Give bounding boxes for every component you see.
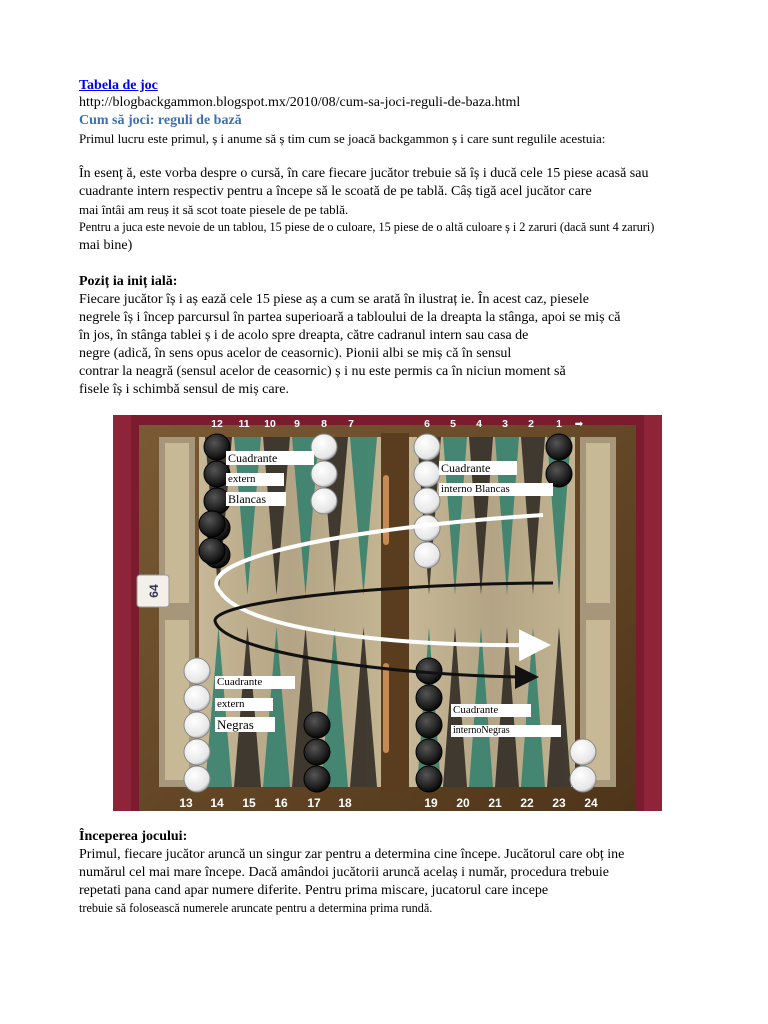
label-outer-white-3: Blancas bbox=[226, 492, 286, 506]
para1-line1: În esenț ă, este vorba despre o cursă, în care fiecare jucător trebuie să îș i ducă cele 15 piese acasă sau bbox=[79, 166, 649, 181]
point-number-top: 9 bbox=[294, 418, 300, 430]
para1-line4: Pentru a juca este nevoie de un tablou, 15 piese de o culoare, 15 piese de o altă culoare ș i 2 zaruri (dacă sunt 4 zaruri) bbox=[79, 220, 655, 234]
point-number-top: 2 bbox=[528, 418, 534, 430]
subtitle: Cum să joci: reguli de bază bbox=[79, 113, 242, 128]
label-outer-white-2: extern bbox=[226, 473, 284, 486]
board-drawing bbox=[113, 415, 662, 811]
point-number-top: 7 bbox=[348, 418, 354, 430]
section2-line4: trebuie să folosească numerele aruncate pentru a determina prima rundă. bbox=[79, 901, 433, 915]
label-inner-black-2: internoNegras bbox=[451, 725, 561, 737]
point-number-top: 3 bbox=[502, 418, 508, 430]
title-link[interactable]: Tabela de joc bbox=[79, 78, 158, 93]
point-number-bottom: 21 bbox=[488, 796, 502, 810]
section1-line5: contrar la neagră (sensul acelor de ceasornic) ș i nu este permis ca în niciun moment să bbox=[79, 364, 566, 379]
point-number-top: 12 bbox=[211, 418, 223, 430]
section1-line1: Fiecare jucător îș i aș ează cele 15 piese aș a cum se arată în ilustraț ie. În acest caz, piesele bbox=[79, 292, 589, 307]
point-number-top: 11 bbox=[238, 418, 250, 430]
label-inner-white-1: Cuadrante bbox=[439, 461, 517, 475]
point-number-bottom: 17 bbox=[307, 796, 321, 810]
checker-white bbox=[184, 712, 210, 738]
section1-line2: negrele îș i încep parcursul în partea superioară a tabloului de la dreapta la stânga, apoi se miș că bbox=[79, 310, 621, 325]
point-number-bottom: 13 bbox=[179, 796, 193, 810]
point-number-bottom: 23 bbox=[552, 796, 566, 810]
checker-white bbox=[311, 461, 337, 487]
checker-white bbox=[414, 488, 440, 514]
checker-black bbox=[416, 766, 442, 792]
point-number-top: 1 bbox=[556, 418, 562, 430]
point-number-bottom: 22 bbox=[520, 796, 534, 810]
checker-white bbox=[414, 461, 440, 487]
checker-white bbox=[311, 488, 337, 514]
checker-white bbox=[570, 766, 596, 792]
checker-white bbox=[184, 685, 210, 711]
checker-black bbox=[304, 712, 330, 738]
section1-line4: negre (adică, în sens opus acelor de ceasornic). Pionii albi se miș că în sensul bbox=[79, 346, 512, 361]
label-outer-black-2: extern bbox=[215, 698, 273, 711]
checker-black bbox=[304, 766, 330, 792]
point-number-bottom: 14 bbox=[210, 796, 224, 810]
section1-heading: Poziț ia iniț ială: bbox=[79, 274, 178, 289]
checker-black bbox=[199, 511, 225, 537]
checker-white bbox=[414, 434, 440, 460]
checker-black bbox=[416, 685, 442, 711]
section2-line2: numărul cel mai mare începe. Dacă amândoi jucătorii aruncă acelaș i număr, procedura trebuie bbox=[79, 865, 610, 880]
checker-white bbox=[184, 658, 210, 684]
checker-black bbox=[304, 739, 330, 765]
point-number-bottom: 15 bbox=[242, 796, 256, 810]
point-number-bottom: 18 bbox=[338, 796, 352, 810]
backgammon-board-illustration bbox=[113, 415, 662, 811]
point-number-top: 10 bbox=[264, 418, 276, 430]
para1-line2: cuadrante intern respectiv pentru a începe să le scoată de pe tablă. Câș tigă acel jucător care bbox=[79, 184, 592, 199]
label-inner-white-2: interno Blancas bbox=[439, 483, 553, 496]
label-inner-black-1: Cuadrante bbox=[451, 704, 531, 717]
point-number-bottom: 16 bbox=[274, 796, 288, 810]
label-outer-black-3: Negras bbox=[215, 717, 275, 732]
checker-black bbox=[199, 538, 225, 564]
section2-heading: Începerea jocului: bbox=[79, 829, 188, 844]
checker-white bbox=[570, 739, 596, 765]
section2-line3: repetati pana cand apar numere diferite. Pentru prima miscare, jucatorul care incepe bbox=[79, 883, 549, 898]
checker-white bbox=[184, 766, 210, 792]
point-number-top: 4 bbox=[476, 418, 482, 430]
source-url: http://blogbackgammon.blogspot.mx/2010/08/cum-sa-joci-reguli-de-baza.html bbox=[79, 95, 521, 110]
para1-line3: mai întâi am reuș it să scot toate piesele de pe tablă. bbox=[79, 202, 349, 217]
checker-white bbox=[184, 739, 210, 765]
intro-text: Primul lucru este primul, ș i anume să ș tim cum se joacă backgammon ș i care sunt regulile acestuia: bbox=[79, 131, 606, 146]
checker-black bbox=[416, 739, 442, 765]
para1-line5: mai bine) bbox=[79, 238, 133, 253]
point-number-top: 6 bbox=[424, 418, 430, 430]
die-label: 64 bbox=[147, 584, 161, 598]
checker-white bbox=[311, 434, 337, 460]
section2-line1: Primul, fiecare jucător aruncă un singur zar pentru a determina cine începe. Jucătorul care obț ine bbox=[79, 847, 625, 862]
point-number-bottom: 19 bbox=[424, 796, 438, 810]
label-outer-white-1: Cuadrante bbox=[226, 451, 314, 465]
point-number-top: 5 bbox=[450, 418, 456, 430]
checker-black bbox=[546, 434, 572, 460]
label-outer-black-1: Cuadrante bbox=[215, 676, 295, 689]
section1-line3: în jos, în stânga tablei ș i de acolo spre dreapta, către cadranul intern sau casa de bbox=[79, 328, 529, 343]
checker-white bbox=[414, 542, 440, 568]
section1-line6: fisele îș i schimbă sensul de miș care. bbox=[79, 382, 289, 397]
checker-black bbox=[416, 712, 442, 738]
point-number-bottom: 24 bbox=[584, 796, 598, 810]
arrow-icon: ➡ bbox=[574, 419, 584, 430]
point-number-bottom: 20 bbox=[456, 796, 470, 810]
point-number-top: 8 bbox=[321, 418, 327, 430]
